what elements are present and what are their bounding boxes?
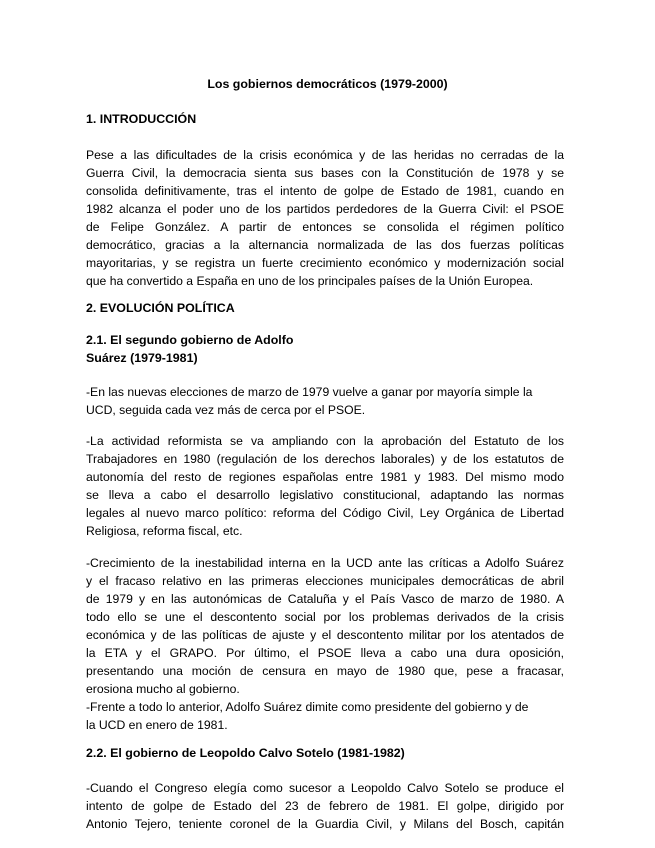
text-line: 1982 alcanza el poder uno de los partidos perdedores de la Guerra Civil: el PSOE — [86, 202, 564, 216]
text-line: todo ello se une el descontento social por los problemas derivados de la crisis — [86, 610, 564, 624]
text-line: -Frente a todo lo anterior, Adolfo Suárez dimite como presidente del gobierno y de — [86, 700, 529, 714]
heading-evolucion-politica: 2. EVOLUCIÓN POLÍTICA — [86, 301, 235, 315]
text-line: legales al nuevo marco político: reforma del Código Civil, Ley Orgánica de Libertad — [86, 506, 564, 520]
heading-introduccion: 1. INTRODUCCIÓN — [86, 112, 197, 126]
paragraph-actividad-reformista — [86, 432, 564, 540]
document-title: Los gobiernos democráticos (1979-2000) — [207, 77, 448, 91]
text-line: Antonio Tejero, teniente coronel de la Guardia Civil, y Milans del Bosch, capitán — [86, 817, 564, 831]
text-line: la ETA y el GRAPO. Por último, el PSOE lleva a cabo una dura oposición, — [86, 646, 564, 660]
text-line: económica y de las políticas de ajuste y el descontento militar por los atentados de — [86, 628, 564, 642]
subheading-gobierno-calvo-sotelo: 2.2. El gobierno de Leopoldo Calvo Sotelo (1981-1982) — [86, 746, 405, 760]
text-line: autonomía del resto de regiones españolas entre 1981 y 1983. Del mismo modo — [86, 470, 564, 484]
text-line: intento de golpe de Estado del 23 de febrero de 1981. El golpe, dirigido por — [86, 799, 564, 813]
text-line: Guerra Civil, la democracia sienta sus bases con la Constitución de 1978 y se — [86, 166, 564, 180]
text-line: Religiosa, reforma fiscal, etc. — [86, 524, 243, 538]
text-line: de 1979 y en las autonómicas de Cataluña y el País Vasco de marzo de 1980. A — [86, 592, 564, 606]
text-line: y el fracaso relativo en las primeras elecciones municipales democráticas de abril — [86, 574, 564, 588]
paragraph-intento-golpe — [86, 779, 564, 833]
subheading-segundo-gobierno-suarez — [86, 331, 293, 367]
paragraph-introduccion — [86, 146, 564, 290]
text-line: -En las nuevas elecciones de marzo de 1979 vuelve a ganar por mayoría simple la — [86, 385, 533, 399]
text-line: erosiona mucho al gobierno. — [86, 682, 240, 696]
text-line: -La actividad reformista se va ampliando con la aprobación del Estatuto de los — [86, 434, 564, 448]
text-line: de Felipe González. A partir de entonces se consolida el régimen político — [86, 220, 564, 234]
text-line: Pese a las dificultades de la crisis económica y de las heridas no cerradas de la — [86, 148, 564, 162]
text-line: presentando una moción de censura en mayo de 1980 que, pese a fracasar, — [86, 664, 564, 678]
text-line: que ha convertido a España en uno de los principales países de la Unión Europea. — [86, 274, 534, 288]
text-line: Trabajadores en 1980 (regulación de los derechos laborales) y de los estatutos de — [86, 452, 564, 466]
text-line: mayoritarias, y se registra un fuerte crecimiento económico y modernización social — [86, 256, 564, 270]
subheading-line: 2.1. El segundo gobierno de Adolfo — [86, 333, 294, 347]
paragraph-inestabilidad-ucd — [86, 554, 564, 734]
text-line: -Cuando el Congreso elegía como sucesor a Leopoldo Calvo Sotelo se produce el — [86, 781, 564, 795]
text-line: -Crecimiento de la inestabilidad interna en la UCD ante las críticas a Adolfo Suárez — [86, 556, 564, 570]
text-line: la UCD en enero de 1981. — [86, 718, 228, 732]
subheading-line: Suárez (1979-1981) — [86, 351, 198, 365]
text-line: democrático, gracias a la alternancia normalizada de las dos fuerzas políticas — [86, 238, 564, 252]
text-line: se lleva a cabo el desarrollo legislativo constitucional, adaptando las normas — [86, 488, 564, 502]
text-line: UCD, seguida cada vez más de cerca por el PSOE. — [86, 403, 366, 417]
paragraph-elecciones-1979 — [86, 383, 564, 419]
text-line: consolida definitivamente, tras el intento de golpe de Estado de 1981, cuando en — [86, 184, 564, 198]
